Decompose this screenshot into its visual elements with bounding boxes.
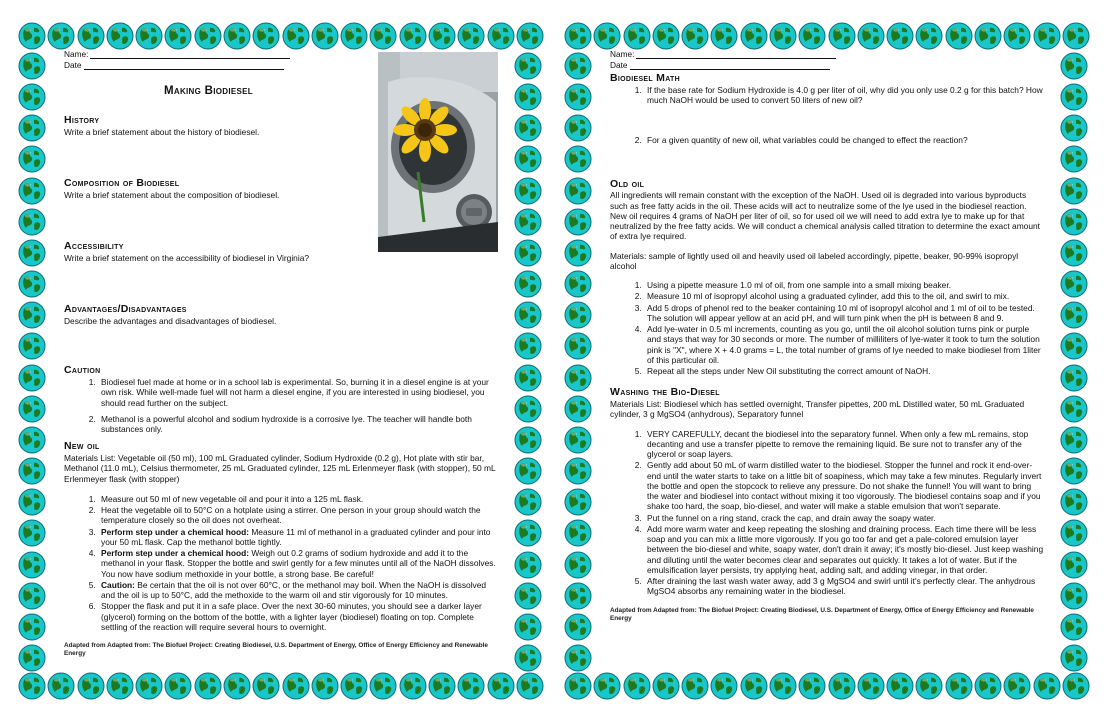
globe-icon	[1060, 613, 1088, 641]
globe-icon	[340, 22, 368, 50]
globe-icon	[564, 364, 592, 392]
old-oil-step: 3. Add 5 drops of phenol red to the beaker containing 10 ml of isopropyl alcohol and 1 ml of oil to be tested. The solution will appear yellow at an acid pH, and will turn pink when the pH is between 8 and 9.	[644, 303, 1044, 324]
globe-icon	[564, 488, 592, 516]
new-oil-step: 2. Heat the vegetable oil to 50°C on a hotplate using a stirrer. One person in your group should watch the temperature closely so the oil does not overheat.	[98, 505, 498, 526]
washing-steps	[630, 429, 1044, 597]
globe-icon	[223, 672, 251, 700]
history-prompt: Write a brief statement about the history of biodiesel.	[64, 126, 260, 137]
step-text: Be certain that the oil is not over 60°C, or the methanol may boil. When the NaOH is dissolved and the oil is up to 50°C, add the methoxide to the warm oil and stir vigorously for 10 minutes.	[101, 579, 487, 601]
caution-item: 1. Biodiesel fuel made at home or in a school lab is experimental. So, burning it in a diesel engine is at your own risk. While well-made fuel will not harm a diesel engine, if you are interested in using biodiesel, you should read further on the subject.	[98, 377, 498, 408]
washing-heading: Washing the Bio-Diesel	[610, 386, 720, 399]
globe-icon	[564, 301, 592, 329]
globe-icon	[564, 83, 592, 111]
globe-icon	[1060, 644, 1088, 672]
old-oil-intro: All ingredients will remain constant with the exception of the NaOH. Used oil is degraded into various byproducts such as free fatty acids in the oil. These acids will act to neutralize some of the lye used in the biodiesel reaction. New oil requires 4 grams of NaOH per liter of oil, so for used oil we will need to add extra lye to make up for that neutralized by the free fatty acids. We will conduct a chemical analysis called titration to determine the exact amount of extra lye required.	[610, 190, 1040, 242]
globe-icon	[1060, 301, 1088, 329]
globe-icon	[18, 114, 46, 142]
globe-icon	[1060, 83, 1088, 111]
globe-icon	[18, 208, 46, 236]
accessibility-prompt: Write a brief statement on the accessibility of biodiesel in Virginia?	[64, 252, 310, 263]
washing-step: 4. Add more warm water and keep repeating the sloshing and draining process. Each time there will be less soap and you can mix a little more vigorously. If you go too far and get a pale-colored emulsion layer between the bio-diesel and white, soapy water, don't drain it away; it's mostly bio-diesel. Just keep washing and diluting until the water becomes clear and separates out quickly. It takes a lot of water. But if the emulsification layer persists, try applying heat, adding salt, and adding vinegar, in that order.	[644, 524, 1044, 575]
globe-icon	[564, 114, 592, 142]
globe-icon	[252, 22, 280, 50]
name-blank-line[interactable]	[90, 50, 290, 59]
globe-icon	[1060, 582, 1088, 610]
globe-icon	[18, 145, 46, 173]
composition-heading: Composition of Biodiesel	[64, 177, 180, 190]
globe-icon	[18, 83, 46, 111]
globe-icon	[514, 395, 542, 423]
globe-icon	[514, 519, 542, 547]
globe-icon	[857, 672, 885, 700]
globe-icon	[857, 22, 885, 50]
globe-icon	[18, 364, 46, 392]
globe-icon	[18, 301, 46, 329]
globe-icon	[564, 22, 592, 50]
globe-icon	[1060, 239, 1088, 267]
date-field-row	[610, 59, 1044, 70]
accessibility-heading: Accessibility	[64, 240, 124, 253]
globe-icon	[399, 22, 427, 50]
globe-icon	[514, 582, 542, 610]
globe-icon	[514, 332, 542, 360]
worksheet-page-right	[564, 22, 1090, 702]
globe-icon	[564, 582, 592, 610]
globe-icon	[514, 83, 542, 111]
date-blank-line[interactable]	[630, 61, 830, 70]
new-oil-step: 1. Measure out 50 ml of new vegetable oil and pour it into a 125 mL flask.	[98, 494, 498, 504]
globe-icon	[974, 672, 1002, 700]
globe-icon	[593, 22, 621, 50]
globe-icon	[18, 457, 46, 485]
globe-icon	[828, 22, 856, 50]
old-oil-step: 1. Using a pipette measure 1.0 ml of oil, from one sample into a small mixing beaker.	[644, 280, 1044, 290]
globe-icon	[516, 672, 544, 700]
name-field-row	[64, 48, 498, 59]
globe-border-right	[1060, 52, 1090, 672]
globe-icon	[18, 551, 46, 579]
caution-label: Caution:	[101, 579, 135, 590]
globe-icon	[514, 364, 542, 392]
math-questions	[630, 85, 1044, 146]
date-label: Date	[610, 59, 628, 70]
globe-icon	[1060, 270, 1088, 298]
name-label: Name:	[610, 48, 635, 59]
globe-icon	[945, 672, 973, 700]
globe-icon	[18, 672, 46, 700]
page-left-content	[64, 48, 498, 664]
globe-icon	[564, 644, 592, 672]
globe-icon	[828, 672, 856, 700]
old-oil-materials: Materials: sample of lightly used oil and heavily used oil labeled accordingly, pipette, beaker, 90-99% isopropyl alcohol	[610, 250, 1019, 271]
math-question: 1. If the base rate for Sodium Hydroxide is 4.0 g per liter of oil, why did you only use 0.2 g for this batch? How much NaOH would be used to convert 50 liters of new oil?	[644, 85, 1044, 106]
worksheet-page-left	[18, 22, 544, 702]
globe-icon	[164, 672, 192, 700]
new-oil-step: 6. Stopper the flask and put it in a safe place. Over the next 30-60 minutes, you should see a darker layer (glycerol) forming on the bottom of the bottle, with a lighter layer (biodiesel) floating on top. Complete settling of the reaction will require several hours to overnight.	[98, 601, 498, 632]
globe-icon	[311, 22, 339, 50]
hood-warning: Perform step under a chemical hood:	[101, 548, 249, 559]
globe-icon	[1060, 426, 1088, 454]
globe-icon	[18, 426, 46, 454]
hood-warning: Perform step under a chemical hood:	[101, 526, 249, 537]
attribution-footer: Adapted from Adapted from: The Biofuel Project: Creating Biodiesel, U.S. Department of Energy, Office of Energy Efficiency and Renewable Energy	[610, 606, 1034, 622]
math-heading: Biodiesel Math	[610, 72, 680, 84]
globe-icon	[1033, 22, 1061, 50]
globe-icon	[428, 22, 456, 50]
globe-icon	[18, 332, 46, 360]
globe-icon	[886, 22, 914, 50]
globe-icon	[18, 644, 46, 672]
globe-icon	[514, 613, 542, 641]
globe-icon	[282, 22, 310, 50]
globe-icon	[340, 672, 368, 700]
globe-border-right	[514, 52, 544, 672]
globe-border-bottom	[18, 672, 544, 702]
globe-icon	[564, 239, 592, 267]
washing-step: 3. Put the funnel on a ring stand, crack the cap, and drain away the soapy water.	[644, 513, 1044, 523]
globe-icon	[18, 22, 46, 50]
globe-icon	[514, 488, 542, 516]
globe-icon	[1062, 672, 1090, 700]
globe-icon	[399, 672, 427, 700]
globe-icon	[18, 582, 46, 610]
globe-icon	[369, 672, 397, 700]
globe-icon	[487, 672, 515, 700]
advantages-prompt: Describe the advantages and disadvantages of biodiesel.	[64, 315, 277, 326]
globe-icon	[974, 22, 1002, 50]
globe-icon	[1060, 114, 1088, 142]
globe-icon	[106, 672, 134, 700]
globe-icon	[564, 551, 592, 579]
globe-icon	[564, 613, 592, 641]
name-field-row	[610, 48, 1044, 59]
globe-icon	[514, 145, 542, 173]
old-oil-step: 4. Add lye-water in 0.5 ml increments, counting as you go, until the oil alcohol solution turns pink or purple and stays that way for 30 seconds or more. The number of milliliters of lye-water it took to turn the solution pink is "X", where X + 4.0 grams = L, the total number of grams of lye needed to make biodiesel from 1liter of this particular oil.	[644, 324, 1044, 365]
globe-icon	[564, 395, 592, 423]
globe-icon	[1060, 52, 1088, 80]
caution-item: 2. Methanol is a powerful alcohol and sodium hydroxide is a corrosive lye. The teacher will handle both substances only.	[98, 414, 498, 435]
globe-icon	[564, 426, 592, 454]
new-oil-heading: New oil	[64, 440, 100, 453]
globe-icon	[47, 22, 75, 50]
caution-list	[84, 377, 498, 434]
date-blank-line[interactable]	[84, 61, 284, 70]
globe-icon	[194, 672, 222, 700]
globe-icon	[514, 52, 542, 80]
globe-icon	[652, 672, 680, 700]
globe-border-left	[18, 52, 48, 672]
globe-icon	[769, 672, 797, 700]
math-question: 2. For a given quantity of new oil, what variables could be changed to effect the reaction?	[644, 135, 1044, 145]
globe-icon	[1060, 208, 1088, 236]
globe-icon	[135, 22, 163, 50]
globe-icon	[798, 22, 826, 50]
globe-icon	[710, 22, 738, 50]
globe-icon	[514, 208, 542, 236]
globe-border-bottom	[564, 672, 1090, 702]
name-label: Name:	[64, 48, 89, 59]
document-title: Making Biodiesel	[164, 85, 253, 97]
new-oil-step	[98, 580, 498, 601]
globe-icon	[593, 672, 621, 700]
globe-icon	[1033, 672, 1061, 700]
globe-icon	[18, 270, 46, 298]
globe-icon	[710, 672, 738, 700]
new-oil-step	[98, 527, 498, 548]
globe-icon	[564, 332, 592, 360]
globe-icon	[1060, 145, 1088, 173]
globe-icon	[18, 177, 46, 205]
globe-icon	[564, 208, 592, 236]
globe-icon	[516, 22, 544, 50]
composition-prompt: Write a brief statement about the composition of biodiesel.	[64, 189, 280, 200]
globe-icon	[623, 672, 651, 700]
globe-icon	[915, 22, 943, 50]
name-blank-line[interactable]	[636, 50, 836, 59]
globe-icon	[1060, 551, 1088, 579]
globe-icon	[487, 22, 515, 50]
globe-icon	[514, 301, 542, 329]
step-text: Weigh out 0.2 grams of sodium hydroxide and add it to the methanol in your flask. Stopper the bottle and swirl gently for a few minutes until all of the NaOH dissolves. You now have sodium methoxide in your bottle, a strong base. Be careful!	[101, 548, 496, 579]
globe-icon	[164, 22, 192, 50]
globe-icon	[514, 457, 542, 485]
globe-icon	[514, 426, 542, 454]
globe-icon	[945, 22, 973, 50]
globe-icon	[77, 22, 105, 50]
globe-icon	[652, 22, 680, 50]
globe-icon	[1060, 332, 1088, 360]
old-oil-steps	[630, 280, 1044, 376]
globe-icon	[282, 672, 310, 700]
globe-icon	[514, 644, 542, 672]
globe-icon	[1060, 519, 1088, 547]
globe-icon	[564, 52, 592, 80]
globe-icon	[564, 270, 592, 298]
attribution-footer: Adapted from Adapted from: The Biofuel Project: Creating Biodiesel, U.S. Department of Energy, Office of Energy Efficiency and Renewable Energy	[64, 642, 488, 658]
globe-icon	[457, 22, 485, 50]
globe-icon	[18, 488, 46, 516]
globe-icon	[564, 672, 592, 700]
globe-icon	[1060, 457, 1088, 485]
globe-icon	[47, 672, 75, 700]
date-label: Date	[64, 59, 82, 70]
globe-icon	[740, 22, 768, 50]
history-heading: History	[64, 114, 100, 127]
new-oil-step	[98, 548, 498, 579]
old-oil-heading: Old oil	[610, 177, 645, 190]
advantages-heading: Advantages/Disadvantages	[64, 303, 187, 316]
globe-icon	[1060, 395, 1088, 423]
globe-icon	[18, 613, 46, 641]
globe-icon	[740, 672, 768, 700]
globe-icon	[194, 22, 222, 50]
globe-icon	[514, 239, 542, 267]
new-oil-steps	[84, 494, 498, 632]
globe-icon	[1003, 22, 1031, 50]
globe-icon	[623, 22, 651, 50]
washing-materials: Materials List: Biodiesel which has settled overnight, Transfer pipettes, 200 mL Distilled water, 50 mL Graduated cylinder, 3 g MgSO4 (anhydrous), Separatory funnel	[610, 399, 1025, 420]
globe-icon	[1062, 22, 1090, 50]
date-field-row	[64, 59, 498, 70]
globe-icon	[798, 672, 826, 700]
globe-icon	[77, 672, 105, 700]
globe-icon	[681, 22, 709, 50]
globe-icon	[564, 145, 592, 173]
globe-icon	[1060, 488, 1088, 516]
globe-icon	[514, 270, 542, 298]
globe-icon	[514, 177, 542, 205]
globe-icon	[564, 519, 592, 547]
new-oil-materials: Materials List: Vegetable oil (50 ml), 100 mL Graduated cylinder, Sodium Hydroxide (0.2 g), Hot plate with stir bar, Methanol (11.0 mL), Celsius thermometer, 25 mL Graduated cylinder, 125 mL Erlenmeyer flask (with stopper), 50 mL Erlenmeyer flask (with stopper)	[64, 453, 496, 484]
globe-icon	[135, 672, 163, 700]
globe-icon	[1060, 364, 1088, 392]
washing-step: 5. After draining the last wash water away, add 3 g MgSO4 and swirl until it's perfectly clear. The anhydrous MgSO4 absorbs any remaining water in the biodiesel.	[644, 576, 1044, 597]
old-oil-step: 2. Measure 10 ml of isopropyl alcohol using a graduated cylinder, add this to the oil, and swirl to mix.	[644, 291, 1044, 301]
globe-icon	[681, 672, 709, 700]
globe-icon	[223, 22, 251, 50]
washing-step: 1. VERY CAREFULLY, decant the biodiesel into the separatory funnel. When only a few mL remains, stop decanting and use a transfer pipette to remove the remaining liquid. Be sure not to transfer any of the glycerol or soap layers.	[644, 429, 1044, 460]
globe-icon	[18, 52, 46, 80]
caution-heading: Caution	[64, 364, 101, 377]
globe-icon	[18, 239, 46, 267]
step-text: Measure 11 ml of methanol in a graduated cylinder and pour into your 50 mL flask. Cap the methanol bottle tightly.	[101, 526, 491, 547]
globe-icon	[514, 551, 542, 579]
page-right-content	[610, 48, 1044, 664]
globe-icon	[514, 114, 542, 142]
globe-icon	[564, 457, 592, 485]
globe-icon	[1060, 177, 1088, 205]
globe-icon	[106, 22, 134, 50]
globe-icon	[369, 22, 397, 50]
globe-border-left	[564, 52, 594, 672]
globe-icon	[18, 395, 46, 423]
globe-icon	[915, 672, 943, 700]
globe-icon	[311, 672, 339, 700]
globe-icon	[886, 672, 914, 700]
globe-icon	[18, 519, 46, 547]
globe-icon	[457, 672, 485, 700]
globe-icon	[428, 672, 456, 700]
old-oil-step: 5. Repeat all the steps under New Oil substituting the correct amount of NaOH.	[644, 366, 1044, 376]
globe-icon	[564, 177, 592, 205]
washing-step: 2. Gently add about 50 mL of warm distilled water to the biodiesel. Stopper the funnel and rock it end-over-end until the water starts to take on a little bit of soapiness, which may take a few minutes. Regularly invert the bottle and open the stopcock to relieve any pressure. Do not shake the funnel! You will want to bring the water and biodiesel into contact without mixing it too vigorously. The biodiesel contains soap and if you shake too hard, the soap, bio-diesel, and water will make a stable emulsion that won't separate.	[644, 460, 1044, 511]
globe-icon	[1003, 672, 1031, 700]
globe-icon	[769, 22, 797, 50]
globe-icon	[252, 672, 280, 700]
